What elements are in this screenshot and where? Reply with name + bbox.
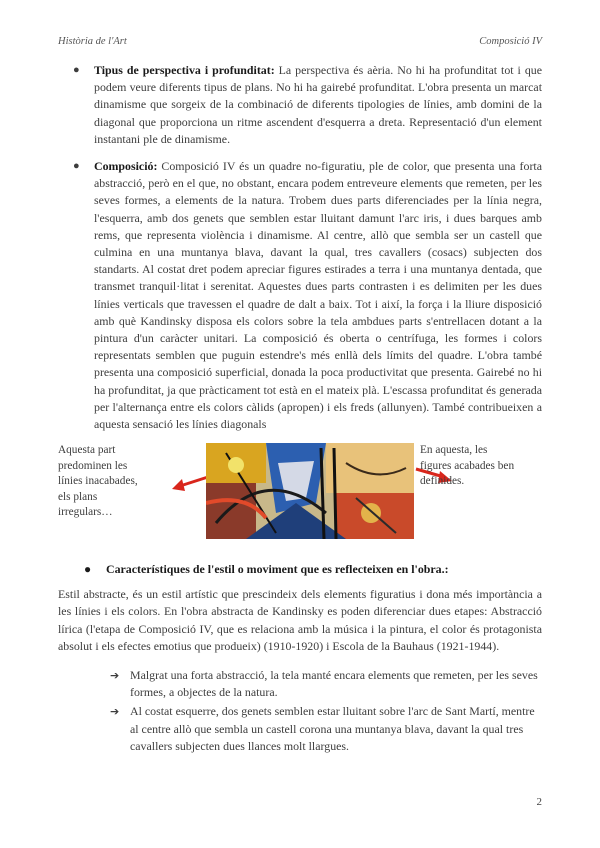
bullet-dot: ● xyxy=(73,64,80,76)
figure-row xyxy=(58,443,542,545)
arrow-list-item xyxy=(58,703,542,755)
arrow-item-text: Malgrat una forta abstracció, la tela manté encara elements que remeten, per les seves formes, a objectes de la natura. xyxy=(130,667,538,700)
section-paragraph: Estil abstracte, és un estil artístic que prescindeix dels elements figuratius i dona més importància a les línies i els colors. En l'obra abstracta de Kandinsky es poden diferenciar dues etapes: Abstracció lírica (l'etapa de Composició IV, que es relaciona amb la música i la pintura, el color és protagonista absolut i els efectes emotius que produeix) (1910-1920) i Escola de la Bauhaus (1921-1944). xyxy=(58,587,542,653)
bullet-label: Tipus de perspectiva i profunditat: xyxy=(94,63,275,77)
arrow-list xyxy=(58,667,542,755)
arrow-item-text: Al costat esquerre, dos genets semblen estar lluitant sobre l'arc de Sant Martí, mentre al centre allò que sembla un castell corona una muntanya blava, davant la qual tres cavallers subjecten dues llances molt llargues. xyxy=(130,704,535,753)
header-right-title: Composició IV xyxy=(479,36,542,47)
caption-left: Aquesta part predominen les línies inacabades, els plans irregulars… xyxy=(58,444,138,519)
page-content xyxy=(58,62,542,757)
painting-image xyxy=(206,443,414,539)
bullet-dot: ● xyxy=(73,160,80,173)
page-number: 2 xyxy=(536,796,542,808)
header-left-title: Història de l'Art xyxy=(58,36,127,47)
bullet-dot: ● xyxy=(84,562,92,577)
bullet-label: Composició: xyxy=(94,159,158,174)
section-heading-text: Característiques de l'estil o moviment que es reflecteixen en l'obra.: xyxy=(106,562,449,577)
bullet-text: La perspectiva és aèria. No hi ha profunditat tot i que podem veure diferents tipus de plans. No hi ha gairebé profunditat. L'obra presenta un marcat dinamisme que sorgeix de la combinació de diferents tipologies de línies, amb domini de la diagonal que proporciona un ritme ascendent d'esquerra a dreta. Representació d'un element instantani ple de dinamisme. xyxy=(94,63,543,146)
bullet-text: Composició IV és un quadre no-figuratiu, ple de color, que presenta una forta abstracció, però en el que, no obstant, encara podem entreveure elements que remeten, per les seves formes, a elements de la natura. Trobem dues parts diferenciades per la línia negra, l'esquerra, amb dos genets que semblen estar lluitant damunt l'arc iris, i dues barques amb rems, que representa violència i dinamisme. Al centre, allò que sembla ser un castell que culmina en una muntanya blava, davant la qual, tres cavallers (cosacs) subjecten dos standarts. Al costat dret podem apreciar figures estirades a terra i una muntanya dentada, que transmet tranquil·litat i serenitat. Aquestes dues parts contrasten i es delimiten per les dues línies verticals que travessen el quadre de dalt a baix. Tot i així, la força i la lliure disposició amb què Kandinsky disposa els colors sobre la tela ambdues parts s'entrellacen dotant a la pintura d'un caràcter unitari. La composició és oberta o centrífuga, les formes i colors representats semblen que puguin estendre's més enllà dels límits del quadre. L'obra també presenta una composició superficial, donada la poca productivitat que presenta. Gairebé no hi ha profunditat, ja que pràcticament tot està en el mateix plà. L'escassa profunditat és generada per l'alternança entre els colors càlids (apropen) i els freds (allunyen). També contribueixen a aquesta sensació les línies diagonals xyxy=(94,159,542,432)
bullet-item-perspective xyxy=(58,62,542,148)
bullet-item-composition xyxy=(58,158,542,433)
arrow-bullet-icon: ➔ xyxy=(110,705,120,719)
arrow-list-item xyxy=(58,667,542,701)
bullet-list xyxy=(58,62,542,433)
arrow-bullet-icon: ➔ xyxy=(110,668,120,682)
caption-right: En aquesta, les figures acabades ben definides. xyxy=(420,444,515,488)
arrow-left-icon xyxy=(170,471,210,493)
section-heading xyxy=(58,561,542,578)
